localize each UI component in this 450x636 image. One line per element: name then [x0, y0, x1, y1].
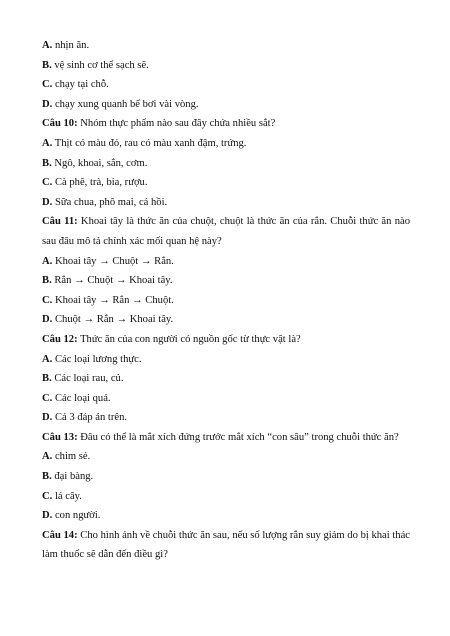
option-label: B. [42, 373, 52, 385]
q9-option-d [42, 95, 410, 115]
option-text: lá cây. [52, 490, 82, 502]
q13-option-b [42, 467, 410, 487]
q12-option-b [42, 369, 410, 389]
option-text: chạy tại chỗ. [52, 79, 109, 91]
option-text: Rắn → Chuột → Khoai tây. [51, 275, 173, 287]
q11-option-c [42, 291, 410, 311]
option-text: Sữa chua, phô mai, cá hồi. [52, 196, 168, 208]
option-text: chạy xung quanh bể bơi vài vòng. [52, 98, 199, 110]
option-label: C. [42, 177, 53, 189]
option-text: Chuột → Rắn → Khoai tây. [52, 314, 174, 326]
option-text: Ngô, khoai, sắn, cơm. [51, 157, 148, 169]
question-text: Đâu có thể là mắt xích đứng trước mắt xích “con sâu” trong chuỗi thức ăn? [77, 431, 399, 443]
q13-option-a [42, 447, 410, 467]
option-text: chim sẻ. [52, 451, 91, 463]
option-text: con người. [52, 510, 101, 522]
option-label: C. [42, 490, 53, 502]
question-text: Nhóm thực phẩm nào sau đây chứa nhiều sắt? [77, 118, 276, 130]
q10-option-d [42, 193, 410, 213]
option-text: vệ sinh cơ thể sạch sẽ. [51, 59, 149, 71]
q12-option-a [42, 350, 410, 370]
option-label: B. [42, 59, 52, 71]
q10-option-a [42, 134, 410, 154]
option-label: A. [42, 137, 53, 149]
option-label: A. [42, 353, 53, 365]
q10-option-c [42, 173, 410, 193]
option-label: B. [42, 471, 52, 483]
option-text: Các loại rau, củ. [51, 373, 124, 385]
option-text: đại bàng. [51, 471, 94, 483]
question-13 [42, 428, 410, 448]
question-list [42, 36, 410, 565]
option-label: C. [42, 79, 53, 91]
option-label: D. [42, 314, 53, 326]
option-text: Cả 3 đáp án trên. [52, 412, 128, 424]
q11-option-b [42, 271, 410, 291]
q11-option-d [42, 310, 410, 330]
option-text: Các loại quả. [52, 392, 111, 404]
option-label: D. [42, 98, 53, 110]
option-text: Khoai tây → Rắn → Chuột. [52, 294, 174, 306]
question-text: Cho hình ảnh về chuỗi thức ăn sau, nếu số lượng rắn suy giảm do bị khai thác làm thuốc sẽ dẫn đến điều gì? [42, 529, 411, 561]
option-label: D. [42, 412, 53, 424]
question-label: Câu 11: [42, 216, 78, 228]
option-text: Thịt có màu đỏ, rau có màu xanh đậm, trứng. [52, 137, 247, 149]
question-label: Câu 13: [42, 431, 78, 443]
option-label: A. [42, 40, 53, 51]
option-text: Cà phê, trà, bia, rượu. [52, 177, 148, 189]
q9-option-c [42, 75, 410, 95]
q13-option-c [42, 487, 410, 507]
option-label: A. [42, 451, 53, 463]
question-12 [42, 330, 410, 350]
q9-option-a [42, 36, 410, 56]
option-text: Các loại lương thực. [52, 353, 142, 365]
q11-option-a [42, 252, 410, 272]
option-label: B. [42, 275, 52, 287]
q12-option-c [42, 389, 410, 409]
option-label: B. [42, 157, 52, 169]
q9-option-b [42, 56, 410, 76]
option-text: nhịn ăn. [52, 40, 90, 51]
q13-option-d [42, 506, 410, 526]
question-10 [42, 114, 410, 134]
q12-option-d [42, 408, 410, 428]
question-11 [42, 212, 410, 251]
option-label: D. [42, 196, 53, 208]
option-label: D. [42, 510, 53, 522]
question-label: Câu 12: [42, 333, 78, 345]
question-label: Câu 10: [42, 118, 78, 130]
question-text: Thức ăn của con người có nguồn gốc từ thực vật là? [77, 333, 301, 345]
q10-option-b [42, 154, 410, 174]
question-14 [42, 526, 410, 565]
option-label: A. [42, 255, 53, 267]
option-label: C. [42, 294, 53, 306]
question-text: Khoai tây là thức ăn của chuột, chuột là thức ăn của rắn. Chuỗi thức ăn nào sau đâu mô tả chính xác mối quan hệ này? [42, 216, 410, 247]
question-label: Câu 14: [42, 529, 78, 541]
option-text: Khoai tây → Chuột → Rắn. [52, 255, 174, 267]
option-label: C. [42, 392, 53, 404]
